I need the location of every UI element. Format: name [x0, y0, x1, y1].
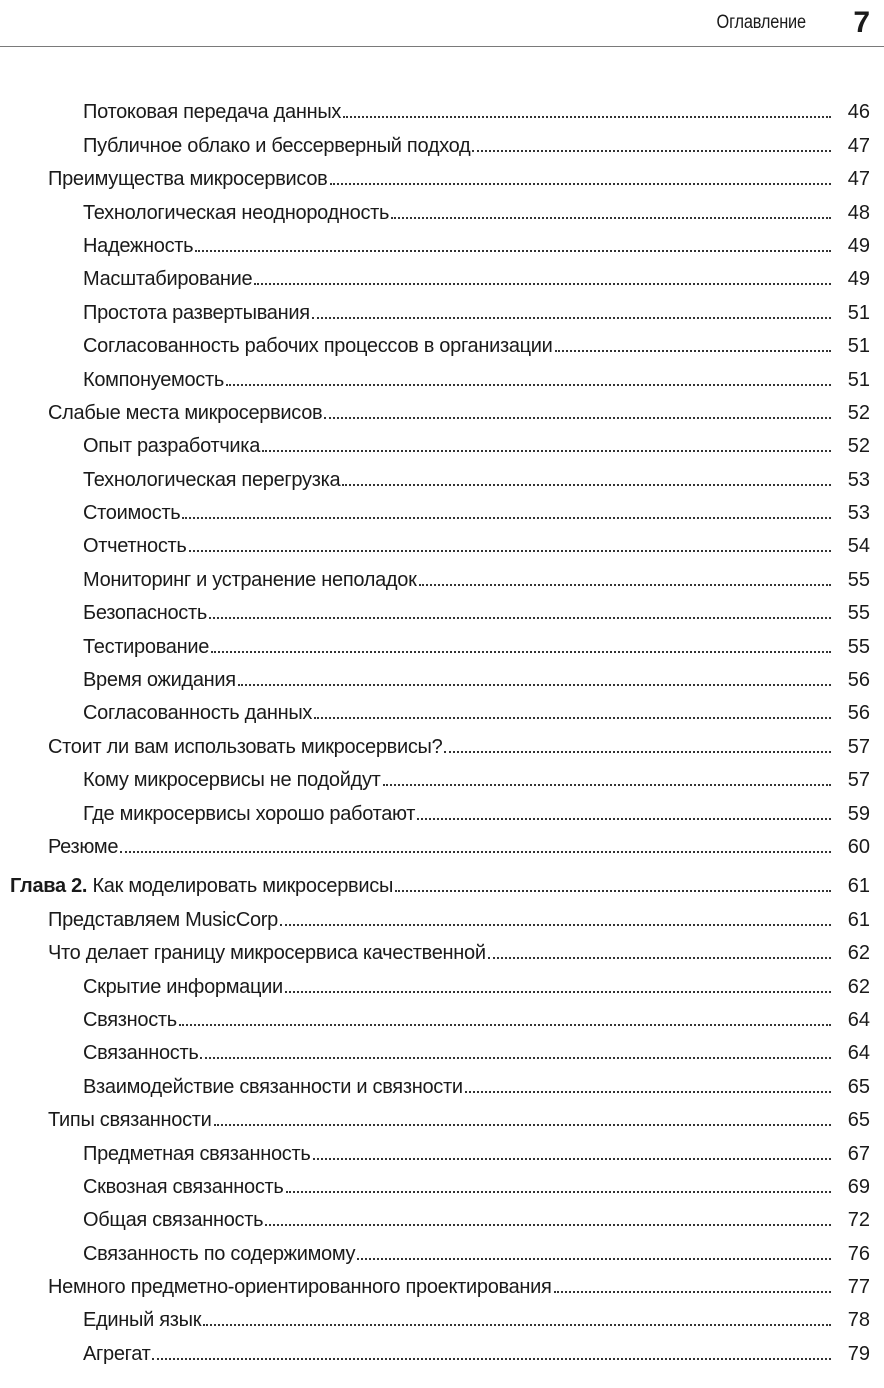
toc-page-number: 67 [847, 1142, 870, 1165]
table-of-contents [0, 93, 884, 1368]
toc-entry[interactable] [0, 193, 884, 226]
dot-leader [417, 818, 831, 820]
dot-leader [383, 784, 831, 786]
toc-page-number: 77 [847, 1276, 870, 1299]
dot-leader [554, 1291, 831, 1293]
toc-page-number: 60 [847, 835, 870, 858]
toc-entry[interactable] [0, 1201, 884, 1234]
toc-entry-title: Слабые места микросервисов [48, 401, 323, 424]
toc-entry-title: Простота развертывания [83, 301, 310, 324]
toc-entry[interactable] [0, 661, 884, 694]
toc-entry-title: Отчетность [83, 535, 187, 558]
dot-leader [465, 1091, 831, 1093]
chapter-title: Как моделировать микросервисы [92, 875, 394, 898]
toc-entry[interactable] [0, 900, 884, 933]
toc-entry[interactable] [0, 794, 884, 827]
dot-leader [472, 150, 831, 152]
toc-page-number: 52 [847, 401, 870, 424]
toc-entry[interactable] [0, 126, 884, 159]
toc-entry-title: Надежность [83, 234, 194, 257]
dot-leader [286, 1191, 831, 1193]
toc-entry-title: Технологическая перегрузка [83, 468, 341, 491]
toc-entry[interactable] [0, 1001, 884, 1034]
toc-entry-title: Где микросервисы хорошо работают [83, 802, 416, 825]
toc-page-number: 52 [847, 435, 870, 458]
toc-entry[interactable] [0, 1034, 884, 1067]
dot-leader [324, 417, 831, 419]
dot-leader [357, 1258, 831, 1260]
toc-entry[interactable] [0, 761, 884, 794]
toc-page-number: 64 [847, 1042, 870, 1065]
dot-leader [312, 317, 831, 319]
dot-leader [226, 384, 831, 386]
toc-page-number: 51 [847, 335, 870, 358]
toc-entry-title: Публичное облако и бессерверный подход [83, 134, 471, 157]
dot-leader [330, 183, 832, 185]
toc-entry-title: Резюме [48, 835, 119, 858]
toc-entry-title: Связанность [83, 1042, 199, 1065]
toc-entry-title: Скрытие информации [83, 975, 283, 998]
dot-leader [238, 684, 831, 686]
toc-page-number: 61 [847, 875, 870, 898]
dot-leader [189, 550, 831, 552]
toc-entry[interactable] [0, 694, 884, 727]
toc-entry[interactable] [0, 1234, 884, 1267]
toc-entry[interactable] [0, 93, 884, 126]
dot-leader [265, 1224, 831, 1226]
toc-entry-title: Взаимодействие связанности и связности [83, 1075, 463, 1098]
toc-page-number: 51 [847, 301, 870, 324]
dot-leader [343, 116, 831, 118]
toc-page-number: 59 [847, 802, 870, 825]
toc-section-chapter-1 [0, 93, 884, 861]
toc-page-number: 47 [847, 168, 870, 191]
toc-entry-title: Единый язык [83, 1309, 202, 1332]
toc-entry[interactable] [0, 934, 884, 967]
toc-entry-title: Преимущества микросервисов [48, 168, 328, 191]
toc-entry-title: Стоимость [83, 502, 181, 525]
toc-entry-title: Представляем MusicCorp [48, 908, 278, 931]
chapter-prefix: Глава 2. [10, 875, 88, 898]
toc-entry[interactable] [0, 1301, 884, 1334]
toc-entry[interactable] [0, 360, 884, 393]
toc-page-number: 56 [847, 669, 870, 692]
toc-page-number: 53 [847, 468, 870, 491]
toc-page-number: 53 [847, 502, 870, 525]
dot-leader [200, 1057, 831, 1059]
toc-entry[interactable] [0, 494, 884, 527]
toc-page-number: 79 [847, 1342, 870, 1365]
toc-entry[interactable] [0, 828, 884, 861]
toc-page-number: 48 [847, 201, 870, 224]
toc-page-number: 62 [847, 975, 870, 998]
toc-entry-title: Предметная связанность [83, 1142, 311, 1165]
toc-entry-title: Время ожидания [83, 669, 236, 692]
toc-page-number: 65 [847, 1075, 870, 1098]
toc-entry[interactable] [0, 1334, 884, 1367]
toc-page-number: 49 [847, 268, 870, 291]
dot-leader [211, 651, 831, 653]
toc-entry-title: Опыт разработчика [83, 435, 261, 458]
toc-entry[interactable] [0, 460, 884, 493]
toc-entry[interactable] [0, 594, 884, 627]
dot-leader [342, 484, 831, 486]
toc-entry[interactable] [0, 527, 884, 560]
dot-leader [391, 217, 831, 219]
toc-page-number: 49 [847, 234, 870, 257]
toc-entry-title: Масштабирование [83, 268, 253, 291]
toc-chapter-entry[interactable] [0, 867, 884, 900]
toc-entry-title: Агрегат [83, 1342, 151, 1365]
toc-entry-title: Сквозная связанность [83, 1175, 284, 1198]
toc-entry-title: Безопасность [83, 602, 207, 625]
toc-entry-title: Согласованность рабочих процессов в организации [83, 335, 553, 358]
page-number: 7 [853, 6, 870, 39]
toc-page-number: 62 [847, 942, 870, 965]
toc-page-number: 64 [847, 1008, 870, 1031]
toc-page-number: 72 [847, 1209, 870, 1232]
dot-leader [444, 751, 831, 753]
toc-entry-title: Технологическая неоднородность [83, 201, 390, 224]
dot-leader [179, 1024, 831, 1026]
toc-page-number: 55 [847, 635, 870, 658]
toc-entry-title: Связанность по содержимому [83, 1242, 356, 1265]
dot-leader [419, 584, 831, 586]
toc-entry-title: Немного предметно-ориентированного проектирования [48, 1276, 552, 1299]
toc-entry-title: Что делает границу микросервиса качественной [48, 942, 486, 965]
toc-page-number: 55 [847, 568, 870, 591]
toc-entry[interactable] [0, 627, 884, 660]
toc-entry-title: Компонуемость [83, 368, 224, 391]
toc-entry-title: Мониторинг и устранение неполадок [83, 568, 417, 591]
toc-entry[interactable] [0, 560, 884, 593]
dot-leader [262, 450, 831, 452]
toc-entry-title: Типы связанности [48, 1109, 212, 1132]
dot-leader [395, 890, 831, 892]
toc-page-number: 65 [847, 1109, 870, 1132]
dot-leader [214, 1124, 831, 1126]
toc-page-number: 69 [847, 1175, 870, 1198]
dot-leader [209, 617, 831, 619]
toc-page-number: 51 [847, 368, 870, 391]
toc-page-number: 47 [847, 134, 870, 157]
toc-entry[interactable] [0, 1101, 884, 1134]
toc-entry[interactable] [0, 967, 884, 1000]
dot-leader [182, 517, 831, 519]
toc-entry[interactable] [0, 427, 884, 460]
dot-leader [488, 957, 831, 959]
toc-entry-title: Потоковая передача данных [83, 101, 342, 124]
toc-entry[interactable] [0, 293, 884, 326]
toc-entry[interactable] [0, 260, 884, 293]
toc-page-number: 57 [847, 769, 870, 792]
dot-leader [280, 924, 831, 926]
toc-page-number: 56 [847, 702, 870, 725]
dot-leader [195, 250, 831, 252]
toc-page-number: 78 [847, 1309, 870, 1332]
toc-entry-title: Кому микросервисы не подойдут [83, 769, 381, 792]
toc-entry[interactable] [0, 1134, 884, 1167]
toc-entry-title: Связность [83, 1008, 177, 1031]
toc-page-number: 55 [847, 602, 870, 625]
toc-entry[interactable] [0, 1067, 884, 1100]
toc-entry[interactable] [0, 1268, 884, 1301]
toc-entry[interactable] [0, 227, 884, 260]
toc-entry-title: Тестирование [83, 635, 210, 658]
toc-entry[interactable] [0, 160, 884, 193]
toc-entry[interactable] [0, 327, 884, 360]
toc-entry-title: Стоит ли вам использовать микросервисы? [48, 735, 443, 758]
toc-entry[interactable] [0, 727, 884, 760]
toc-page-number: 54 [847, 535, 870, 558]
running-header [0, 0, 884, 47]
dot-leader [314, 717, 831, 719]
dot-leader [555, 350, 831, 352]
dot-leader [120, 851, 831, 853]
dot-leader [285, 991, 831, 993]
section-title: Оглавление [716, 12, 806, 33]
toc-entry[interactable] [0, 1168, 884, 1201]
toc-page-number: 57 [847, 735, 870, 758]
dot-leader [313, 1158, 832, 1160]
toc-page-number: 61 [847, 908, 870, 931]
dot-leader [254, 283, 831, 285]
toc-section-chapter-2 [0, 900, 884, 1367]
toc-entry[interactable] [0, 394, 884, 427]
dot-leader [203, 1324, 831, 1326]
toc-page-number: 46 [847, 101, 870, 124]
toc-entry-title: Общая связанность [83, 1209, 264, 1232]
dot-leader [152, 1358, 831, 1360]
toc-page-number: 76 [847, 1242, 870, 1265]
toc-entry-title: Согласованность данных [83, 702, 313, 725]
